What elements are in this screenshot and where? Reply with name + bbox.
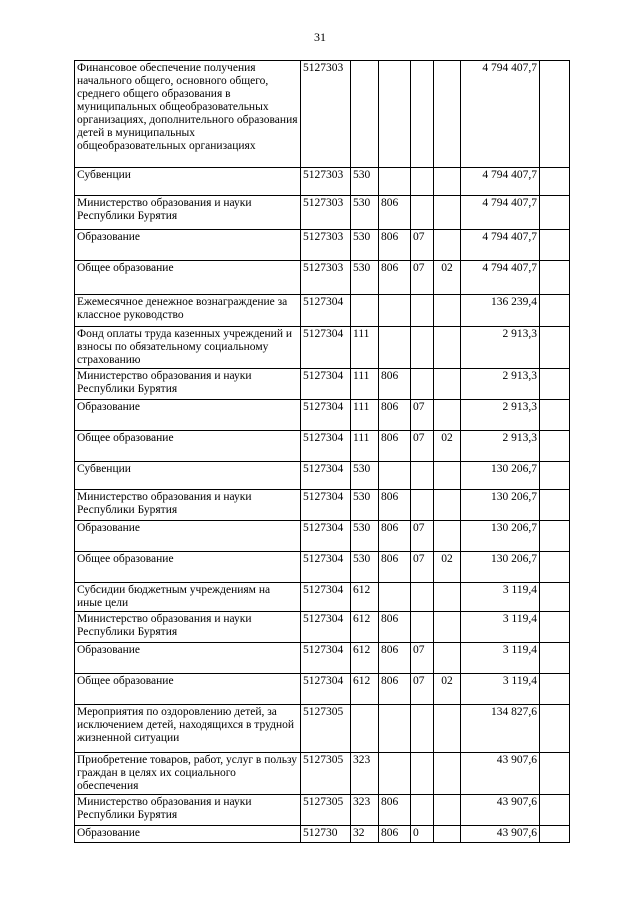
cell-csr: 5127303 — [301, 168, 351, 196]
cell-csr: 5127303 — [301, 61, 351, 168]
cell-sum: 136 239,4 — [461, 295, 540, 327]
cell-rz — [411, 753, 434, 795]
cell-csr: 5127304 — [301, 490, 351, 521]
cell-csr: 5127304 — [301, 462, 351, 490]
cell-grbs: 806 — [379, 196, 411, 230]
cell-vr: 530 — [351, 552, 379, 583]
cell-name: Общее образование — [75, 674, 301, 705]
cell-grbs: 806 — [379, 431, 411, 462]
table-row — [75, 168, 570, 196]
cell-vr: 111 — [351, 400, 379, 431]
table-row — [75, 196, 570, 230]
cell-grbs: 806 — [379, 674, 411, 705]
cell-pr — [434, 705, 461, 753]
cell-name: Министерство образования и науки Республики Бурятия — [75, 795, 301, 826]
cell-grbs: 806 — [379, 826, 411, 843]
cell-grbs: 806 — [379, 369, 411, 400]
cell-vr — [351, 61, 379, 168]
cell-extra — [540, 795, 570, 826]
cell-vr — [351, 295, 379, 327]
cell-sum: 3 119,4 — [461, 612, 540, 643]
cell-pr — [434, 826, 461, 843]
cell-csr: 5127304 — [301, 643, 351, 674]
cell-rz — [411, 490, 434, 521]
cell-name: Министерство образования и науки Республики Бурятия — [75, 490, 301, 521]
cell-grbs: 806 — [379, 400, 411, 431]
table-row — [75, 583, 570, 612]
cell-grbs: 806 — [379, 230, 411, 261]
cell-extra — [540, 462, 570, 490]
cell-rz: 07 — [411, 643, 434, 674]
cell-name: Образование — [75, 400, 301, 431]
cell-grbs: 806 — [379, 643, 411, 674]
cell-sum: 43 907,6 — [461, 753, 540, 795]
cell-extra — [540, 643, 570, 674]
cell-pr — [434, 369, 461, 400]
cell-pr — [434, 400, 461, 431]
table-row — [75, 521, 570, 552]
cell-grbs: 806 — [379, 552, 411, 583]
cell-vr — [351, 705, 379, 753]
cell-sum: 4 794 407,7 — [461, 230, 540, 261]
cell-sum: 3 119,4 — [461, 643, 540, 674]
cell-pr — [434, 521, 461, 552]
cell-grbs: 806 — [379, 521, 411, 552]
cell-sum: 134 827,6 — [461, 705, 540, 753]
cell-vr: 530 — [351, 168, 379, 196]
cell-rz — [411, 168, 434, 196]
cell-rz: 07 — [411, 400, 434, 431]
cell-pr — [434, 196, 461, 230]
cell-sum: 130 206,7 — [461, 462, 540, 490]
table-row — [75, 753, 570, 795]
cell-grbs — [379, 583, 411, 612]
cell-sum: 43 907,6 — [461, 826, 540, 843]
cell-name: Мероприятия по оздоровлению детей, за исключением детей, находящихся в трудной жизненной ситуации — [75, 705, 301, 753]
table-row — [75, 462, 570, 490]
table-row — [75, 431, 570, 462]
cell-csr: 5127303 — [301, 261, 351, 295]
table-row — [75, 490, 570, 521]
cell-vr: 111 — [351, 431, 379, 462]
cell-pr: 02 — [434, 552, 461, 583]
cell-pr — [434, 61, 461, 168]
cell-extra — [540, 705, 570, 753]
cell-csr: 5127304 — [301, 521, 351, 552]
cell-vr: 530 — [351, 261, 379, 295]
cell-vr: 111 — [351, 327, 379, 369]
table-row — [75, 61, 570, 168]
cell-sum: 2 913,3 — [461, 431, 540, 462]
table-row — [75, 705, 570, 753]
cell-sum: 130 206,7 — [461, 521, 540, 552]
cell-extra — [540, 295, 570, 327]
cell-pr — [434, 583, 461, 612]
cell-grbs: 806 — [379, 490, 411, 521]
cell-pr — [434, 643, 461, 674]
table-row — [75, 643, 570, 674]
cell-vr: 323 — [351, 753, 379, 795]
cell-rz — [411, 61, 434, 168]
cell-vr: 32 — [351, 826, 379, 843]
cell-sum: 3 119,4 — [461, 583, 540, 612]
cell-pr — [434, 230, 461, 261]
cell-pr: 02 — [434, 261, 461, 295]
cell-name: Образование — [75, 643, 301, 674]
table-row — [75, 552, 570, 583]
cell-grbs: 806 — [379, 261, 411, 295]
table-row — [75, 261, 570, 295]
cell-pr — [434, 753, 461, 795]
cell-rz: 07 — [411, 674, 434, 705]
cell-sum: 4 794 407,7 — [461, 61, 540, 168]
cell-extra — [540, 61, 570, 168]
cell-grbs — [379, 61, 411, 168]
cell-extra — [540, 490, 570, 521]
cell-grbs — [379, 705, 411, 753]
cell-csr: 5127305 — [301, 753, 351, 795]
cell-csr: 5127304 — [301, 431, 351, 462]
table-row — [75, 674, 570, 705]
cell-extra — [540, 230, 570, 261]
cell-extra — [540, 552, 570, 583]
cell-csr: 5127304 — [301, 327, 351, 369]
cell-sum: 130 206,7 — [461, 552, 540, 583]
cell-vr: 111 — [351, 369, 379, 400]
cell-grbs: 806 — [379, 612, 411, 643]
cell-pr — [434, 327, 461, 369]
cell-name: Субвенции — [75, 462, 301, 490]
cell-pr — [434, 612, 461, 643]
cell-rz: 0 — [411, 826, 434, 843]
cell-pr — [434, 295, 461, 327]
cell-csr: 5127304 — [301, 400, 351, 431]
cell-name: Субсидии бюджетным учреждениям на иные цели — [75, 583, 301, 612]
cell-grbs: 806 — [379, 795, 411, 826]
cell-rz — [411, 295, 434, 327]
cell-extra — [540, 674, 570, 705]
table-row — [75, 400, 570, 431]
cell-name: Министерство образования и науки Республики Бурятия — [75, 369, 301, 400]
cell-csr: 5127303 — [301, 196, 351, 230]
cell-rz — [411, 612, 434, 643]
cell-rz — [411, 795, 434, 826]
cell-extra — [540, 583, 570, 612]
cell-vr: 530 — [351, 462, 379, 490]
cell-vr: 612 — [351, 612, 379, 643]
cell-name: Образование — [75, 826, 301, 843]
cell-pr — [434, 795, 461, 826]
cell-grbs — [379, 327, 411, 369]
cell-grbs — [379, 295, 411, 327]
table-row — [75, 327, 570, 369]
cell-sum: 4 794 407,7 — [461, 261, 540, 295]
cell-rz — [411, 196, 434, 230]
cell-rz — [411, 462, 434, 490]
cell-rz — [411, 327, 434, 369]
cell-name: Общее образование — [75, 552, 301, 583]
cell-rz: 07 — [411, 261, 434, 295]
cell-rz: 07 — [411, 552, 434, 583]
cell-name: Министерство образования и науки Республики Бурятия — [75, 612, 301, 643]
table-row — [75, 230, 570, 261]
cell-csr: 5127304 — [301, 369, 351, 400]
cell-rz — [411, 369, 434, 400]
table-row — [75, 295, 570, 327]
cell-name: Общее образование — [75, 261, 301, 295]
cell-pr: 02 — [434, 674, 461, 705]
cell-sum: 2 913,3 — [461, 369, 540, 400]
cell-extra — [540, 261, 570, 295]
cell-vr: 612 — [351, 583, 379, 612]
cell-csr: 5127303 — [301, 230, 351, 261]
table-row — [75, 795, 570, 826]
cell-rz — [411, 705, 434, 753]
cell-sum: 2 913,3 — [461, 327, 540, 369]
cell-name: Финансовое обеспечение получения начального общего, основного общего, среднего общего образования в муниципальных общеобразовательных организациях, дополнительного образования детей в муниципальных общеобразовательных организациях — [75, 61, 301, 168]
table-row — [75, 369, 570, 400]
cell-vr: 530 — [351, 521, 379, 552]
cell-sum: 4 794 407,7 — [461, 168, 540, 196]
cell-extra — [540, 168, 570, 196]
cell-name: Ежемесячное денежное вознаграждение за классное руководство — [75, 295, 301, 327]
cell-csr: 5127304 — [301, 583, 351, 612]
cell-extra — [540, 826, 570, 843]
cell-name: Образование — [75, 230, 301, 261]
cell-csr: 512730 — [301, 826, 351, 843]
cell-vr: 323 — [351, 795, 379, 826]
cell-pr — [434, 168, 461, 196]
cell-grbs — [379, 462, 411, 490]
cell-sum: 2 913,3 — [461, 400, 540, 431]
cell-name: Приобретение товаров, работ, услуг в пользу граждан в целях их социального обеспечения — [75, 753, 301, 795]
cell-csr: 5127304 — [301, 295, 351, 327]
cell-extra — [540, 521, 570, 552]
cell-grbs — [379, 753, 411, 795]
cell-extra — [540, 369, 570, 400]
cell-rz — [411, 583, 434, 612]
budget-table — [74, 60, 570, 843]
cell-pr — [434, 490, 461, 521]
cell-rz: 07 — [411, 431, 434, 462]
cell-extra — [540, 612, 570, 643]
cell-pr: 02 — [434, 431, 461, 462]
cell-csr: 5127304 — [301, 552, 351, 583]
page-number: 31 — [314, 30, 326, 44]
cell-vr: 530 — [351, 230, 379, 261]
cell-grbs — [379, 168, 411, 196]
cell-sum: 4 794 407,7 — [461, 196, 540, 230]
cell-sum: 3 119,4 — [461, 674, 540, 705]
cell-pr — [434, 462, 461, 490]
cell-extra — [540, 327, 570, 369]
cell-vr: 612 — [351, 643, 379, 674]
cell-name: Образование — [75, 521, 301, 552]
table-row — [75, 612, 570, 643]
cell-name: Фонд оплаты труда казенных учреждений и взносы по обязательному социальному страхованию — [75, 327, 301, 369]
table-row — [75, 826, 570, 843]
cell-rz: 07 — [411, 521, 434, 552]
cell-name: Субвенции — [75, 168, 301, 196]
cell-extra — [540, 431, 570, 462]
cell-vr: 530 — [351, 196, 379, 230]
cell-extra — [540, 196, 570, 230]
cell-name: Министерство образования и науки Республики Бурятия — [75, 196, 301, 230]
cell-vr: 612 — [351, 674, 379, 705]
cell-vr: 530 — [351, 490, 379, 521]
cell-csr: 5127304 — [301, 674, 351, 705]
cell-name: Общее образование — [75, 431, 301, 462]
cell-extra — [540, 753, 570, 795]
cell-sum: 130 206,7 — [461, 490, 540, 521]
cell-csr: 5127304 — [301, 612, 351, 643]
cell-rz: 07 — [411, 230, 434, 261]
cell-csr: 5127305 — [301, 795, 351, 826]
cell-sum: 43 907,6 — [461, 795, 540, 826]
cell-csr: 5127305 — [301, 705, 351, 753]
cell-extra — [540, 400, 570, 431]
